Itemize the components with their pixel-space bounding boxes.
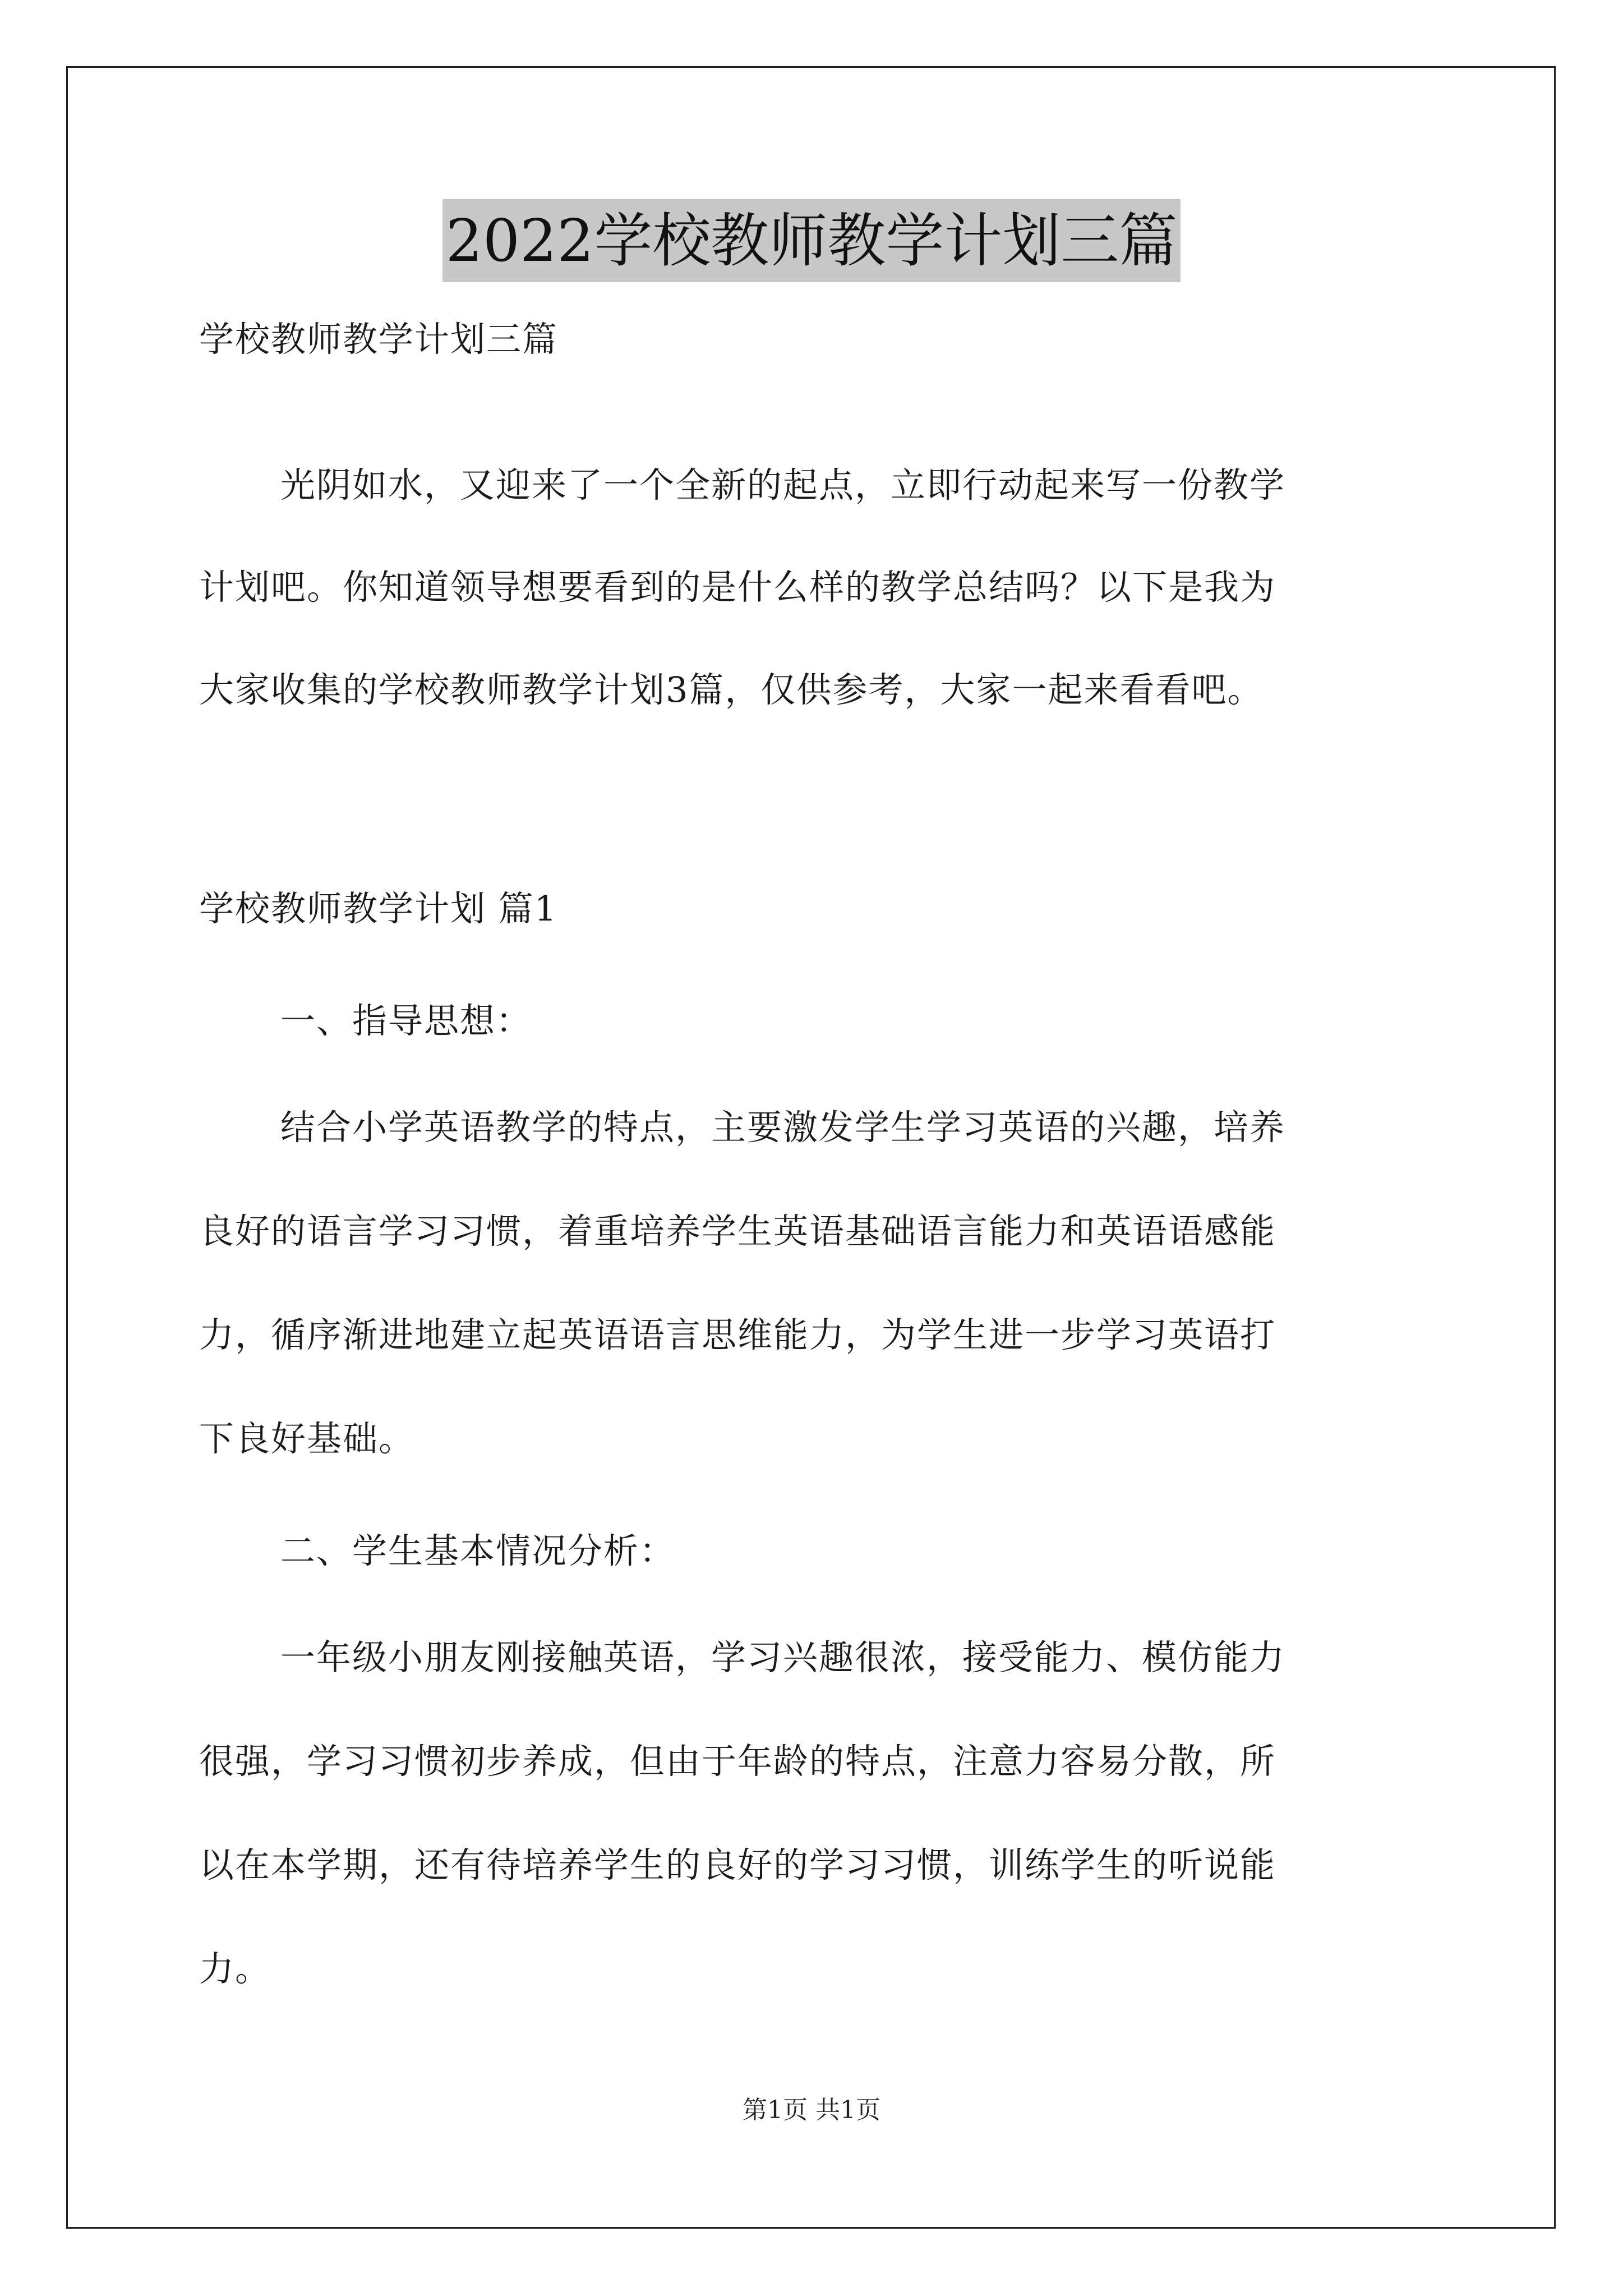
heading-guiding-thought: 一、指导思想： — [280, 1000, 532, 1041]
intro-line: 光阴如水，又迎来了一个全新的起点，立即行动起来写一份教学 — [280, 464, 1286, 505]
document-subtitle: 学校教师教学计划三篇 — [199, 319, 559, 360]
paragraph-line: 以在本学期，还有待培养学生的良好的学习习惯，训练学生的听说能 — [199, 1844, 1276, 1885]
paragraph-line: 力，循序渐进地建立起英语语言思维能力，为学生进一步学习英语打 — [199, 1314, 1276, 1355]
paragraph-line: 一年级小朋友刚接触英语，学习兴趣很浓，接受能力、模仿能力 — [280, 1637, 1286, 1678]
paragraph-line: 下良好基础。 — [199, 1418, 415, 1459]
intro-line: 大家收集的学校教师教学计划3篇，仅供参考，大家一起来看看吧。 — [199, 669, 1264, 710]
paragraph-line: 很强，学习习惯初步养成，但由于年龄的特点，注意力容易分散，所 — [199, 1741, 1276, 1782]
paragraph-line: 力。 — [199, 1948, 271, 1989]
page-number-footer: 第1页 共1页 — [743, 2096, 880, 2124]
paragraph-line: 结合小学英语教学的特点，主要激发学生学习英语的兴趣，培养 — [280, 1107, 1286, 1148]
section-heading: 学校教师教学计划 篇1 — [199, 888, 558, 929]
title-container — [0, 199, 1623, 282]
intro-line: 计划吧。你知道领导想要看到的是什么样的教学总结吗？以下是我为 — [199, 567, 1276, 608]
paragraph-line: 良好的语言学习习惯，着重培养学生英语基础语言能力和英语语感能 — [199, 1211, 1276, 1251]
document-title: 2022学校教师教学计划三篇 — [442, 199, 1181, 282]
heading-student-analysis: 二、学生基本情况分析： — [280, 1530, 676, 1571]
